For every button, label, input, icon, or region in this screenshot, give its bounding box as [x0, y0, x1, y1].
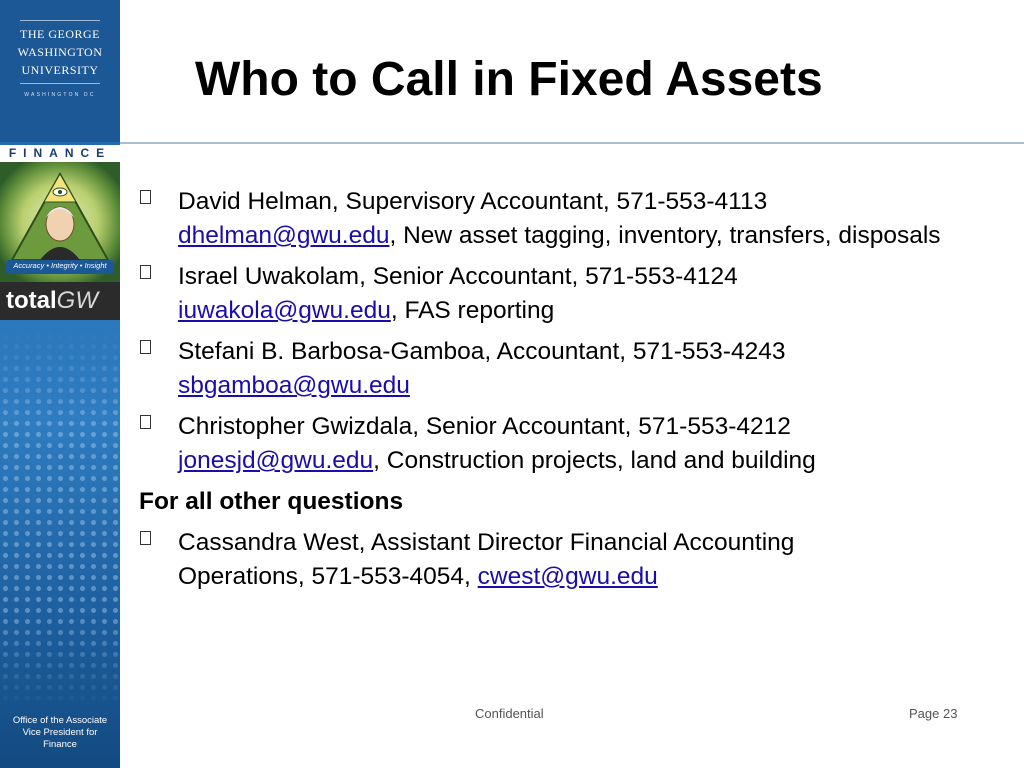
contact-text-cont: Operations, 571-553-4054, — [178, 563, 478, 590]
email-link[interactable]: cwest@gwu.edu — [477, 563, 658, 590]
office-label — [0, 715, 120, 751]
contact-note: , New asset tagging, inventory, transfers, disposals — [389, 222, 941, 249]
contact-text: David Helman, Supervisory Accountant, 571-553-4113 — [178, 188, 768, 215]
contact-details — [178, 219, 998, 253]
email-link[interactable]: jonesjd@gwu.edu — [178, 447, 374, 474]
finance-label: FINANCE — [0, 145, 120, 162]
contact-note: , FAS reporting — [390, 297, 555, 324]
contact-note: , Construction projects, land and building — [373, 447, 816, 474]
university-logo — [0, 0, 120, 142]
bullet-icon — [140, 340, 151, 354]
email-link[interactable]: sbgamboa@gwu.edu — [178, 372, 410, 399]
contact-text: Cassandra West, Assistant Director Financial Accounting — [178, 529, 795, 556]
email-link[interactable]: dhelman@gwu.edu — [178, 222, 390, 249]
office-line-2: Vice President for — [22, 727, 98, 738]
logo-line-2: WASHINGTON — [17, 45, 103, 59]
contact-details — [178, 560, 998, 594]
contact-details — [178, 369, 998, 403]
contact-item-barbosa-gamboa — [138, 335, 998, 403]
dot-pattern — [0, 330, 120, 710]
contact-item-gwizdala — [138, 410, 998, 478]
brand-gw: GW — [56, 287, 98, 314]
slide-title: Who to Call in Fixed Assets — [195, 53, 823, 106]
slide-content — [138, 185, 998, 601]
logo-line-4: WASHINGTON DC — [24, 92, 96, 98]
bullet-icon — [140, 190, 151, 204]
contact-item-west — [138, 526, 998, 594]
logo-line-3: UNIVERSITY — [21, 63, 99, 77]
contact-details — [178, 294, 998, 328]
bullet-icon — [140, 415, 151, 429]
bullet-icon — [140, 531, 151, 545]
office-line-1: Office of the Associate — [12, 715, 108, 726]
title-divider — [120, 142, 1024, 144]
other-questions-heading: For all other questions — [139, 488, 404, 515]
office-line-3: Finance — [43, 739, 77, 750]
contact-item-helman — [138, 185, 998, 253]
total-gw-logo — [0, 282, 120, 320]
contact-text: Stefani B. Barbosa-Gamboa, Accountant, 571-553-4243 — [178, 338, 786, 365]
contact-details — [178, 444, 998, 478]
sidebar — [0, 0, 120, 768]
emblem-motto: Accuracy • Integrity • Insight — [13, 261, 107, 270]
page-number: Page 23 — [909, 706, 958, 721]
logo-line-1: THE GEORGE — [20, 27, 100, 41]
brand-total: total — [6, 287, 57, 314]
finance-emblem — [0, 162, 120, 282]
confidential-label: Confidential — [475, 706, 544, 721]
bullet-icon — [140, 265, 151, 279]
contact-text: Christopher Gwizdala, Senior Accountant, 571-553-4212 — [178, 413, 791, 440]
email-link[interactable]: iuwakola@gwu.edu — [178, 297, 391, 324]
contact-text: Israel Uwakolam, Senior Accountant, 571-553-4124 — [178, 263, 738, 290]
contact-item-uwakolam — [138, 260, 998, 328]
